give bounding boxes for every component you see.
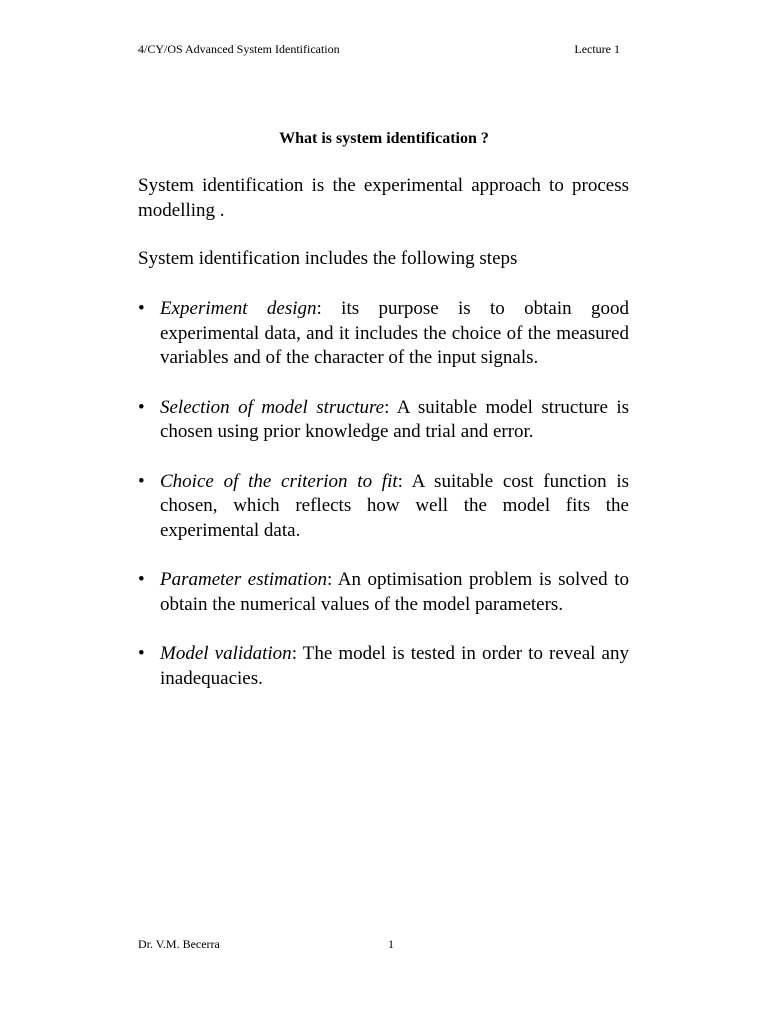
step-description: : A suitable cost function is chosen, which reflects how well the model fits the experimental data. bbox=[160, 470, 629, 541]
step-term: Selection of model structure bbox=[160, 396, 385, 418]
step-term: Experiment design bbox=[160, 298, 317, 319]
bullet-icon: • bbox=[138, 643, 145, 664]
list-item bbox=[138, 568, 629, 617]
list-item bbox=[138, 642, 629, 691]
list-item bbox=[138, 297, 629, 371]
list-item bbox=[138, 396, 629, 445]
step-term: Parameter estimation bbox=[160, 569, 327, 590]
bullet-icon: • bbox=[138, 470, 145, 492]
footer-author: Dr. V.M. Becerra bbox=[138, 937, 220, 951]
step-term: Model validation bbox=[160, 643, 292, 664]
bullet-icon: • bbox=[138, 396, 145, 418]
bullet-icon: • bbox=[138, 569, 145, 590]
step-description: : its purpose is to obtain good experimental data, and it includes the choice of the measured variables and of the character of the input signals. bbox=[160, 298, 630, 368]
step-description: : A suitable model structure is chosen using prior knowledge and trial and error. bbox=[160, 396, 630, 442]
step-description: : The model is tested in order to reveal any inadequacies. bbox=[160, 643, 629, 689]
header-course-title: 4/CY/OS Advanced System Identification bbox=[138, 42, 340, 56]
bullet-icon: • bbox=[138, 298, 145, 319]
section-title: What is system identification ? bbox=[279, 130, 489, 147]
header-lecture-label: Lecture 1 bbox=[574, 42, 620, 56]
intro-paragraph-2: System identification includes the following steps bbox=[138, 248, 518, 269]
step-description: : An optimisation problem is solved to obtain the numerical values of the model parameters. bbox=[160, 569, 629, 615]
steps-list bbox=[138, 297, 629, 716]
intro-paragraph-1: System identification is the experimental approach to process modelling . bbox=[138, 175, 629, 221]
step-term: Choice of the criterion to fit bbox=[160, 470, 398, 492]
list-item bbox=[138, 470, 629, 544]
footer-page-number: 1 bbox=[388, 937, 394, 951]
